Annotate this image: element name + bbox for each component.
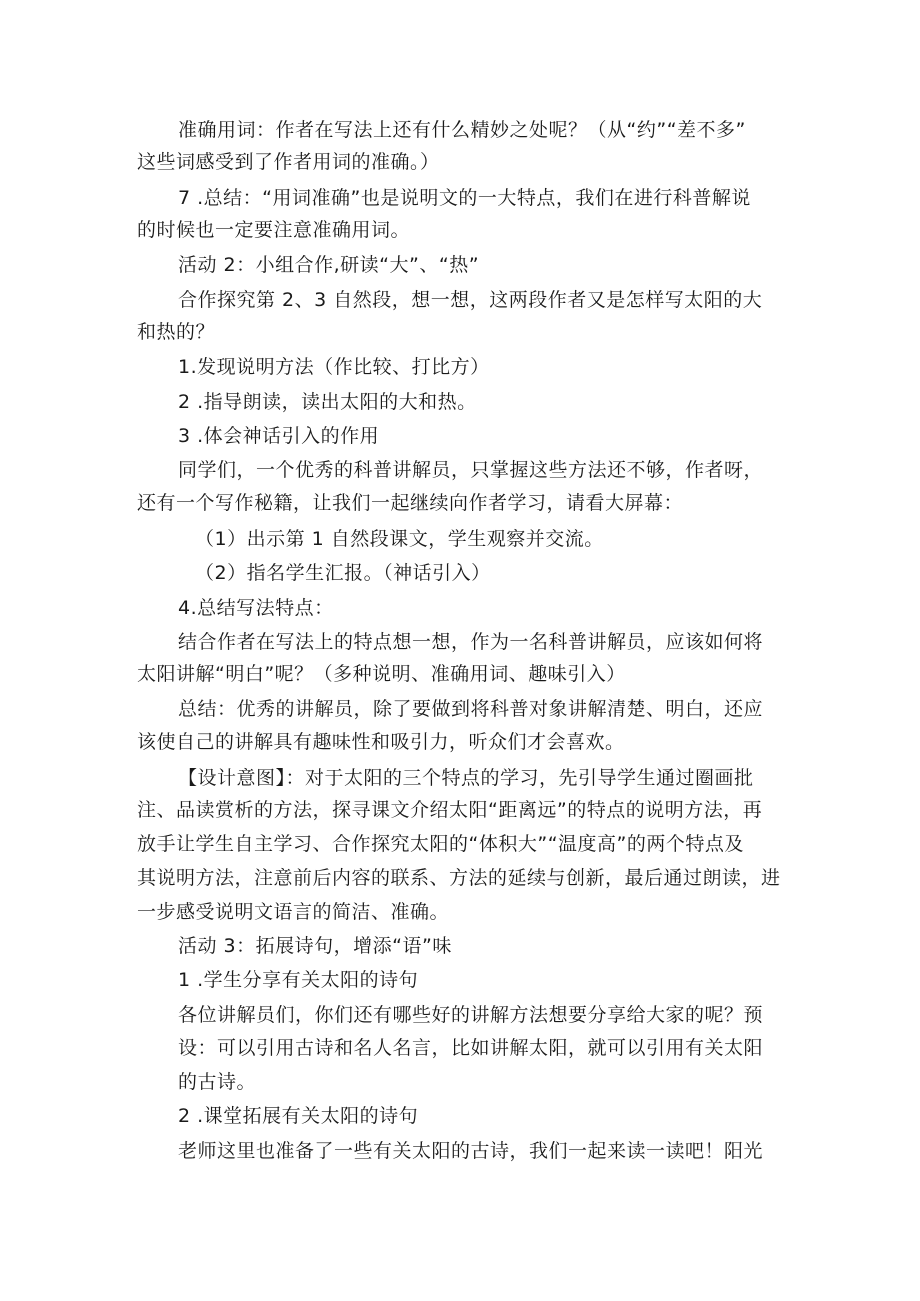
text-line: 的古诗。 [178, 1071, 257, 1093]
text-line: 活动 2：小组合作,研读“大”、“热” [178, 254, 480, 276]
text-line: 4.总结写法特点： [178, 597, 334, 619]
text-line: 各位讲解员们，你们还有哪些好的讲解方法想要分享给大家的呢？预 [178, 1004, 764, 1026]
text-line: 这些词感受到了作者用词的准确。） [137, 151, 440, 173]
text-line: 准确用词：作者在写法上还有什么精妙之处呢？（从“约”“差不多” [178, 119, 746, 141]
text-line: （2）指名学生汇报。（神话引入） [195, 562, 491, 584]
text-line: 1.发现说明方法（作比较、打比方） [178, 356, 490, 378]
text-line: 一步感受说明文语言的简洁、准确。 [137, 901, 450, 923]
text-line: 1 .学生分享有关太阳的诗句 [178, 969, 419, 991]
text-line: 结合作者在写法上的特点想一想，作为一名科普讲解员，应该如何将 [178, 631, 764, 653]
text-line: 【设计意图】：对于太阳的三个特点的学习，先引导学生通过圈画批 [178, 767, 754, 789]
text-line: 和热的？ [137, 321, 216, 343]
text-line: 该使自己的讲解具有趣味性和吸引力，听众们才会喜欢。 [137, 731, 625, 753]
text-line: 还有一个写作秘籍，让我们一起继续向作者学习，请看大屏幕： [137, 492, 684, 514]
text-line: 的时候也一定要注意准确用词。 [137, 219, 411, 241]
text-line: 活动 3：拓展诗句，增添“语”味 [178, 935, 452, 957]
text-line: 太阳讲解“明白”呢？（多种说明、准确用词、趣味引入） [137, 663, 626, 685]
text-line: 老师这里也准备了一些有关太阳的古诗，我们一起来读一读吧！阳光 [178, 1140, 764, 1162]
text-line: 同学们，一个优秀的科普讲解员，只掌握这些方法还不够，作者呀， [178, 459, 764, 481]
text-line: 3 .体会神话引入的作用 [178, 425, 380, 447]
text-line: 合作探究第 2、3 自然段，想一想，这两段作者又是怎样写太阳的大 [178, 289, 763, 311]
text-line: 总结：优秀的讲解员，除了要做到将科普对象讲解清楚、明白，还应 [178, 698, 764, 720]
text-line: 放手让学生自主学习、合作探究太阳的“体积大”“温度高”的两个特点及 [137, 833, 744, 855]
text-line: 注、品读赏析的方法，探寻课文介绍太阳“距离远”的特点的说明方法，再 [137, 799, 763, 821]
text-line: 其说明方法，注意前后内容的联系、方法的延续与创新，最后通过朗读，进 [137, 867, 781, 889]
text-line: 设：可以引用古诗和名人名言，比如讲解太阳，就可以引用有关太阳 [178, 1037, 764, 1059]
text-line: 7 .总结：“用词准确”也是说明文的一大特点，我们在进行科普解说 [178, 187, 751, 209]
text-line: 2 .指导朗读，读出太阳的大和热。 [178, 391, 477, 413]
text-line: 2 .课堂拓展有关太阳的诗句 [178, 1105, 419, 1127]
text-line: （1）出示第 1 自然段课文，学生观察并交流。 [195, 528, 604, 550]
